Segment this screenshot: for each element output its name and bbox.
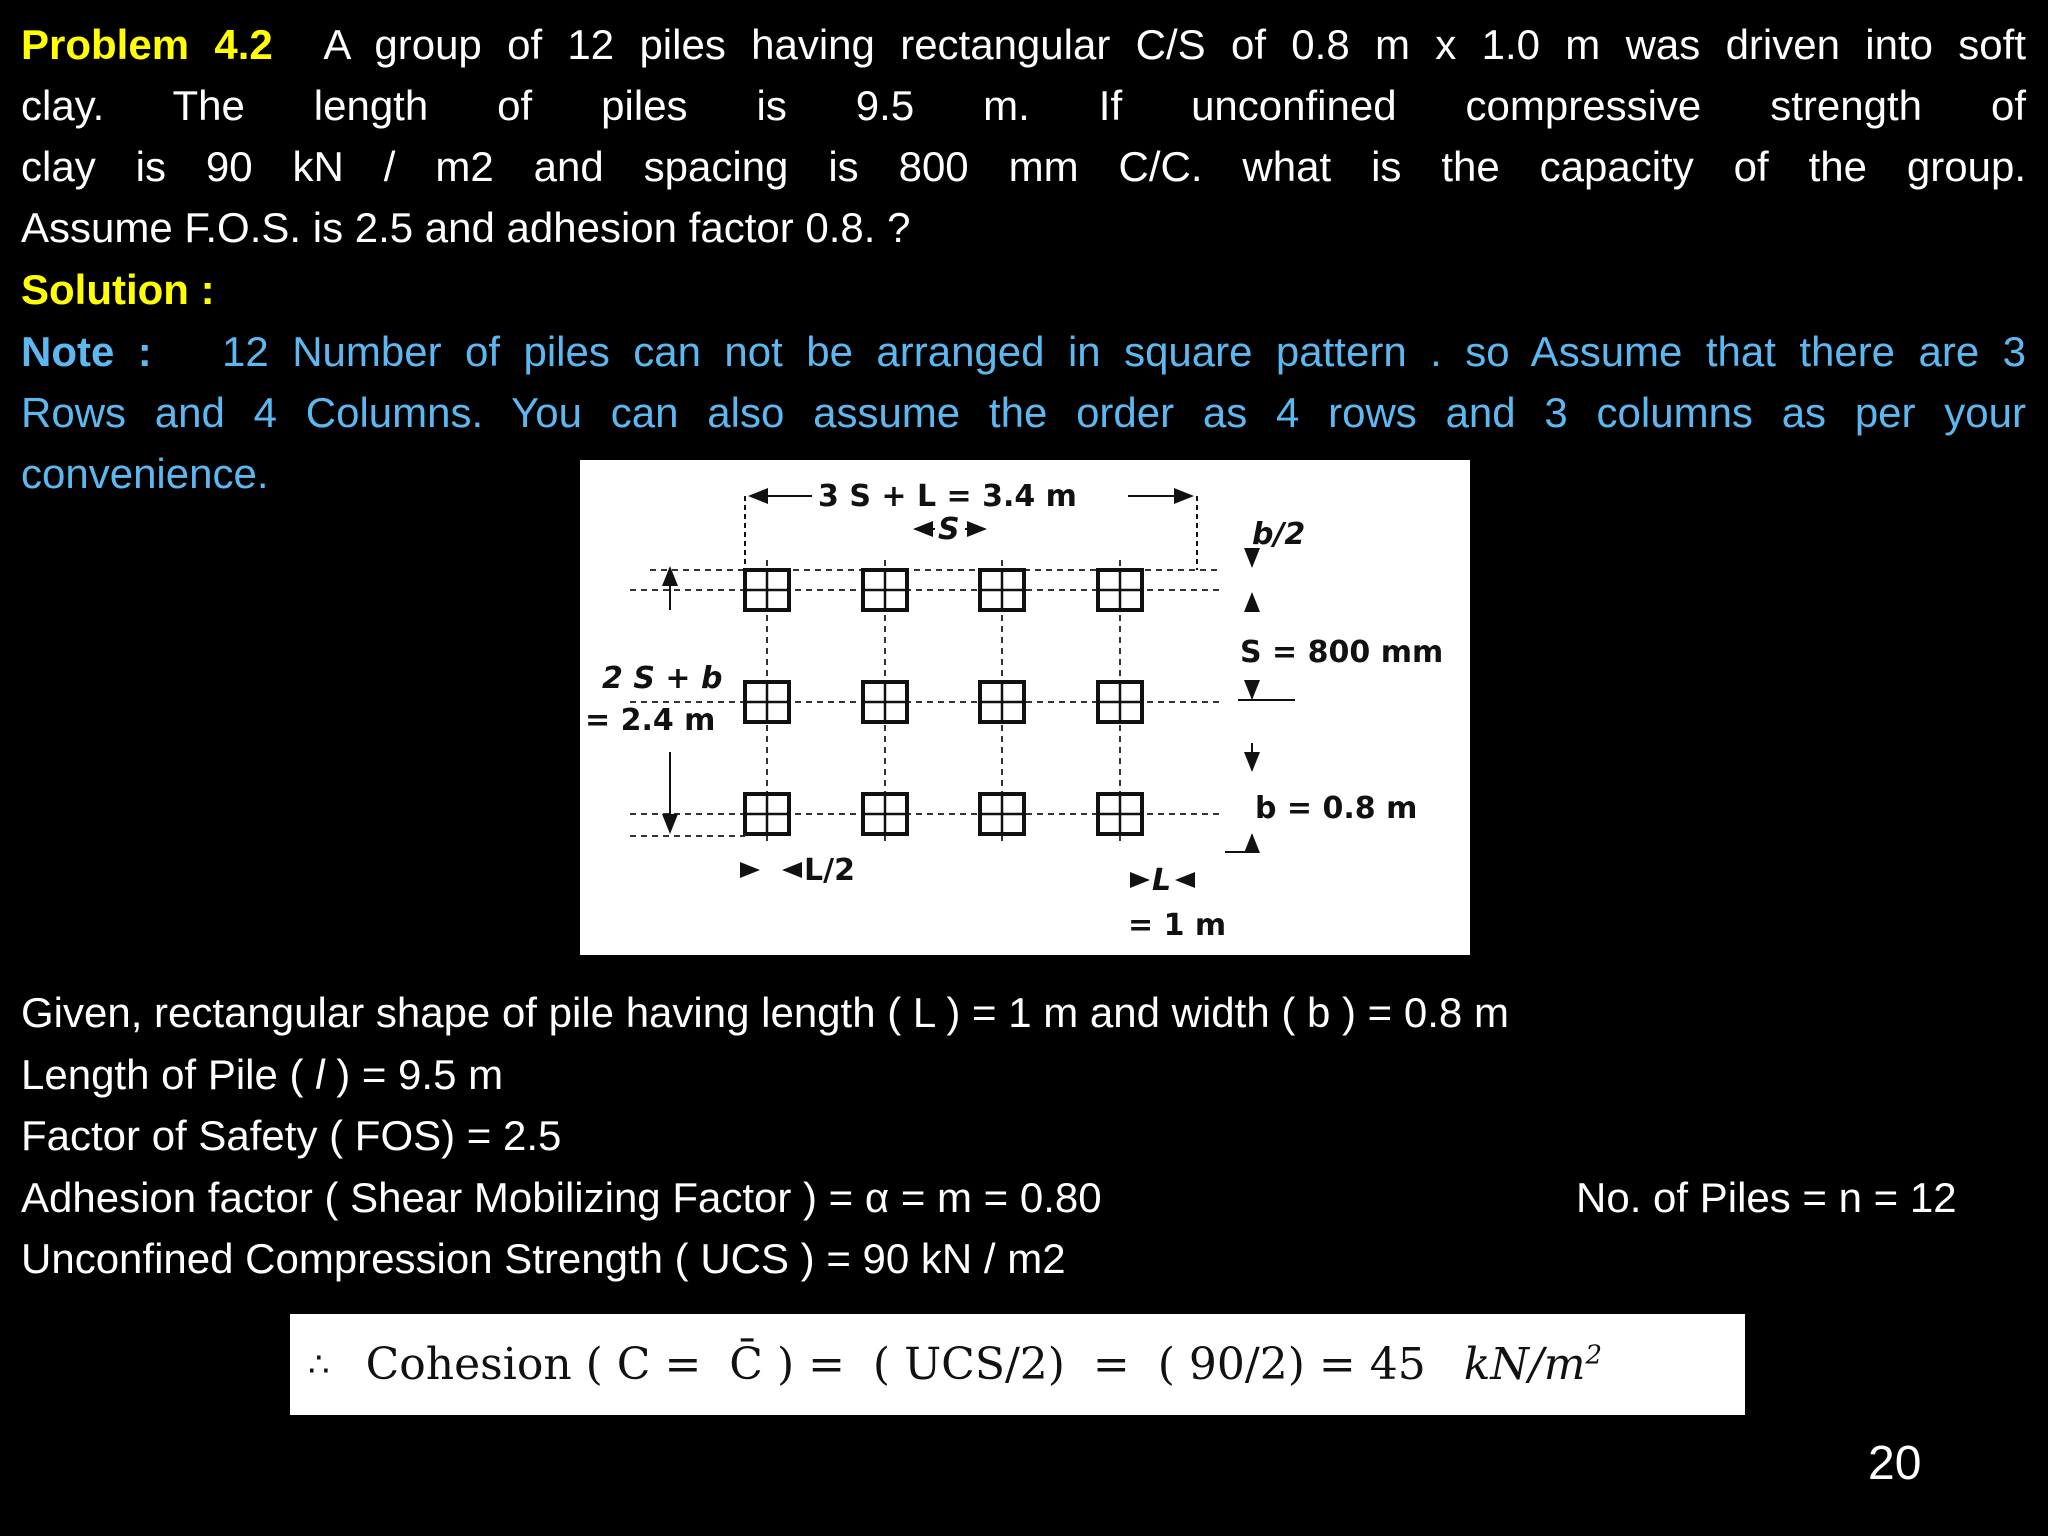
given-line-4: Adhesion factor ( Shear Mobilizing Factor ) = α = m = 0.80 No. of Piles = n = 12 <box>21 1167 2031 1229</box>
pile <box>745 794 789 834</box>
given-line-1: Given, rectangular shape of pile having length ( L ) = 1 m and width ( b ) = 0.8 m <box>21 989 1509 1036</box>
pile <box>980 794 1024 834</box>
pile <box>980 682 1024 722</box>
pile <box>1098 570 1142 610</box>
problem-line-3: clay is 90 kN / m2 and spacing is 800 mm C/C. what is the capacity of the group. <box>21 143 2026 190</box>
problem-statement <box>21 14 2026 258</box>
diagram-l-value: = 1 m <box>1128 908 1227 943</box>
diagram-b-half-label: b/2 <box>1252 517 1306 552</box>
given-data <box>21 982 2031 1290</box>
page-number: 20 <box>1868 1437 1922 1490</box>
cohesion-equation: Cohesion ( C = C̄ ) = ( UCS/2) = ( 90/2) = 45 <box>365 1339 1426 1390</box>
diagram-b-value: b = 0.8 m <box>1255 791 1418 826</box>
given-line-5: Unconfined Compression Strength ( UCS ) = 90 kN / m2 <box>21 1235 1066 1282</box>
note-label: Note : <box>21 328 152 375</box>
given-line-3: Factor of Safety ( FOS) = 2.5 <box>21 1112 562 1159</box>
diagram-l-half-label: L/2 <box>804 853 855 888</box>
pile <box>863 682 907 722</box>
diagram-l-label: L <box>1152 863 1172 898</box>
pile <box>745 570 789 610</box>
note-line-3: convenience. <box>21 450 269 497</box>
solution-heading <box>21 259 2026 320</box>
problem-line-4: Assume F.O.S. is 2.5 and adhesion factor 0.8. ? <box>21 204 911 251</box>
pile-group-svg <box>580 460 1470 955</box>
diagram-left-dim-2: = 2.4 m <box>585 703 716 738</box>
pile <box>1098 794 1142 834</box>
note-line-1: Note : 12 Number of piles can not be arranged in square pattern . so Assume that there are 3 <box>21 328 2026 375</box>
pile <box>1098 682 1142 722</box>
pile-group-diagram <box>580 460 1470 955</box>
diagram-left-dim-1: 2 S + b <box>602 661 723 696</box>
given-line-2: Length of Pile ( l ) = 9.5 m <box>21 1050 504 1098</box>
problem-line-1: Problem 4.2 A group of 12 piles having rectangular C/S of 0.8 m x 1.0 m was driven into soft <box>21 21 2026 68</box>
pile <box>980 570 1024 610</box>
number-of-piles: No. of Piles = n = 12 <box>1576 1173 1957 1221</box>
diagram-s-value: S = 800 mm <box>1240 635 1444 670</box>
problem-line-2: clay. The length of piles is 9.5 m. If unconfined compressive strength of <box>21 82 2026 129</box>
note-line-2: Rows and 4 Columns. You can also assume the order as 4 rows and 3 columns as per your <box>21 389 2026 436</box>
diagram-top-dimension: 3 S + L = 3.4 m <box>818 479 1077 514</box>
pile <box>863 570 907 610</box>
problem-label: Problem 4.2 <box>21 21 273 68</box>
diagram-s-label: S <box>938 512 960 547</box>
pile <box>863 794 907 834</box>
cohesion-formula <box>290 1314 1745 1415</box>
therefore-symbol: ∴ <box>308 1344 330 1385</box>
pile <box>745 682 789 722</box>
cohesion-unit: $kN/m^2$ <box>1463 1339 1602 1390</box>
solution-label: Solution : <box>21 266 215 313</box>
